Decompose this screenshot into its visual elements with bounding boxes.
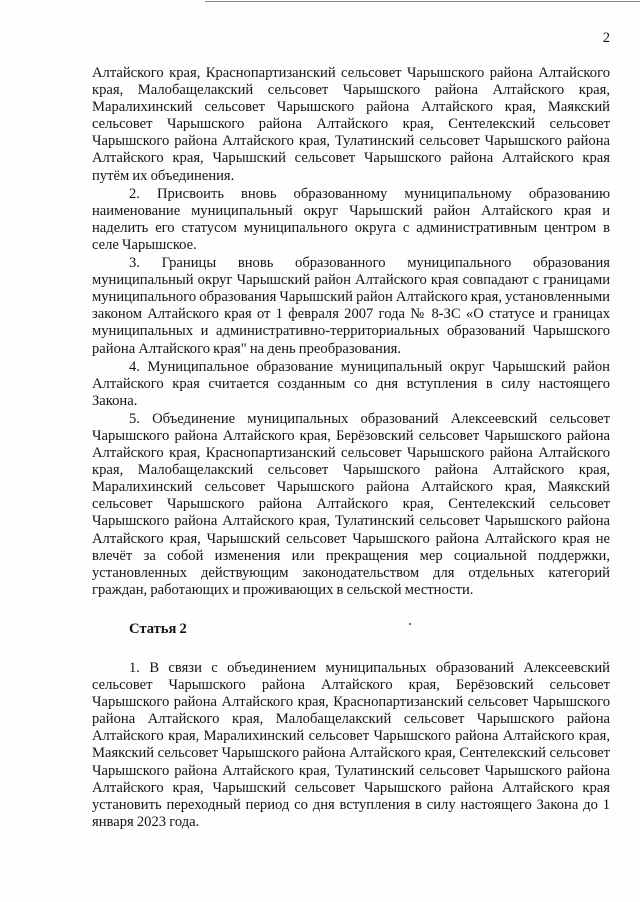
paragraph-4: 4. Муниципальное образование муниципальный округ Чарышский район Алтайского края считается созданным со дня вступления в силу настоящего Закона. — [92, 358, 610, 409]
paragraph-continuation: Алтайского края, Краснопартизанский сельсовет Чарышского района Алтайского края, Малобащелакский сельсовет Чарышского района Алтайского края, Маралихинский сельсовет Чарышского района Алтайского края, Маякский сельсовет Чарышского района Алтайского края, Сентелекский сельсовет Чарышского района Алтайского края, Тулатинский сельсовет Чарышского района Алтайского края, Чарышский сельсовет Чарышского района Алтайского края путём их объединения. — [92, 65, 610, 184]
paragraph-5: 5. Объединение муниципальных образований Алексеевский сельсовет Чарышского района Алтайского края, Берёзовский сельсовет Чарышского района Алтайского края, Краснопартизанский сельсовет Чарышского района Алтайского края, Малобащелакский сельсовет Чарышского района Алтайского края, Маралихинский сельсовет Чарышского района Алтайского края, Маякский сельсовет Чарышского района Алтайского края, Сентелекский сельсовет Чарышского района Алтайского края, Тулатинский сельсовет Чарышского района Алтайского края, Чарышский сельсовет Чарышского района Алтайского края не влечёт за собой изменения или прекращения мер социальной поддержки, установленных действующим законодательством для отдельных категорий граждан, работающих и проживающих в сельской местности. — [92, 410, 610, 598]
paragraph-2: 2. Присвоить вновь образованному муниципальному образованию наименование муниципальный округ Чарышский район Алтайского края и наделить его статусом муниципального округа с административным центром в селе Чарышское. — [92, 185, 610, 253]
document-body — [92, 65, 610, 831]
page-number: 2 — [602, 30, 610, 46]
scan-edge-line — [205, 1, 640, 2]
article-2-paragraph-1: 1. В связи с объединением муниципальных образований Алексеевский сельсовет Чарышского района Алтайского края, Берёзовский сельсовет Чарышского района Алтайского края, Краснопартизанский сельсовет Чарышского района Алтайского края, Малобащелакский сельсовет Чарышского района Алтайского края, Маралихинский сельсовет Чарышского района Алтайского края, Маякский сельсовет Чарышского района Алтайского края, Сентелекский сельсовет Чарышского района Алтайского края, Тулатинский сельсовет Чарышского района Алтайского края, Чарышский сельсовет Чарышского района Алтайского края установить переходный период со дня вступления в силу настоящего Закона до 1 января 2023 года. — [92, 660, 610, 830]
scan-speck — [409, 623, 411, 625]
article-heading: Статья 2 — [129, 620, 187, 637]
paragraph-3: 3. Границы вновь образованного муниципального образования муниципальный округ Чарышский район Алтайского края совпадают с границами муниципального образования Чарышский район Алтайского края, установленными законом Алтайского края от 1 февраля 2007 года № 8-ЗС «О статусе и границах муниципальных и административно-территориальных образований Чарышского района Алтайского края" на день преобразования. — [92, 255, 610, 357]
